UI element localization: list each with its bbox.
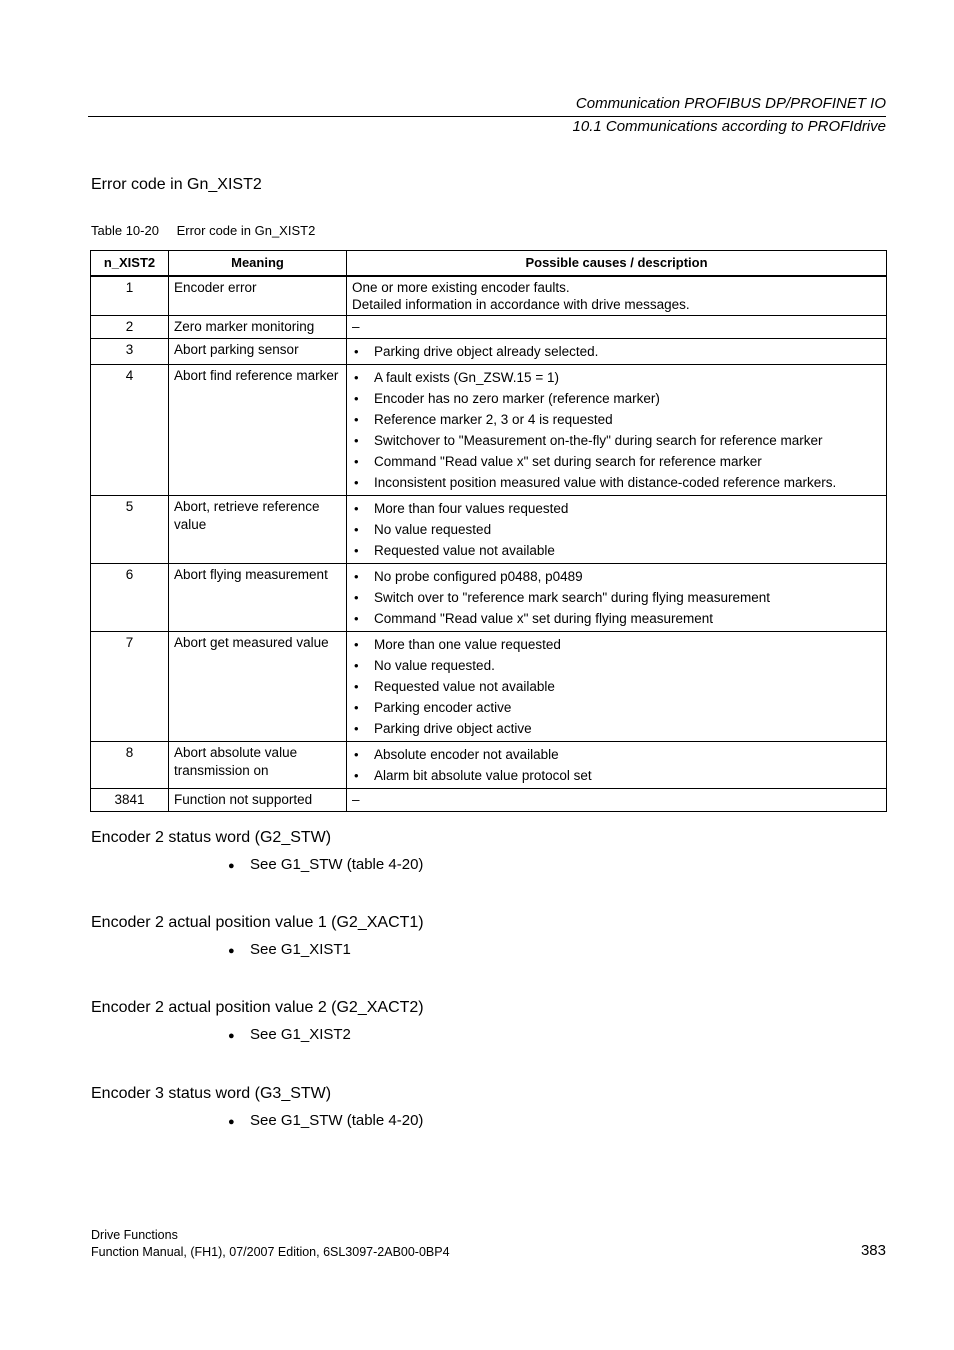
description-text: – — [352, 792, 360, 807]
cell-meaning: Encoder error — [169, 276, 347, 316]
description-bullet-list — [352, 566, 881, 629]
cell-description — [347, 742, 887, 789]
description-bullet-list — [352, 341, 881, 362]
footer-line-2: Function Manual, (FH1), 07/2007 Edition, 6SL3097-2AB00-0BP4 — [91, 1245, 450, 1259]
cell-code: 3841 — [91, 789, 169, 812]
description-bullet-item: • Parking encoder active — [352, 697, 881, 718]
table-caption-number: Table 10-20 — [91, 223, 159, 238]
description-bullet-item: • Parking drive object already selected. — [352, 341, 881, 362]
bullet-dot-icon: ● — [228, 1030, 235, 1042]
table-header-row — [91, 251, 887, 277]
cell-code: 6 — [91, 564, 169, 632]
description-bullet-item: • Command "Read value x" set during flying measurement — [352, 608, 881, 629]
description-text: Detailed information in accordance with drive messages. — [352, 297, 690, 312]
error-code-table — [90, 250, 887, 812]
section-bullet — [228, 1026, 351, 1043]
footer-line-1: Drive Functions — [91, 1228, 178, 1242]
cell-description — [347, 339, 887, 365]
cell-description — [347, 564, 887, 632]
description-bullet-item: • Switch over to "reference mark search" during flying measurement — [352, 587, 881, 608]
section-bullet-text: See G1_XIST2 — [250, 1026, 351, 1043]
main-heading: Error code in Gn_XIST2 — [91, 176, 262, 193]
description-bullet-item: • Parking drive object active — [352, 718, 881, 739]
cell-meaning: Abort parking sensor — [169, 339, 347, 365]
bullet-dot-icon: ● — [228, 945, 235, 957]
column-header-code: n_XIST2 — [91, 251, 169, 277]
cell-meaning: Abort absolute value transmission on — [169, 742, 347, 789]
cell-description — [347, 496, 887, 564]
section-heading: Encoder 2 status word (G2_STW) — [91, 829, 332, 846]
description-bullet-item: • Absolute encoder not available — [352, 744, 881, 765]
section-heading: Encoder 2 actual position value 2 (G2_XACT2) — [91, 999, 424, 1016]
section-bullet-text: See G1_XIST1 — [250, 941, 351, 958]
cell-meaning: Abort, retrieve reference value — [169, 496, 347, 564]
description-bullet-list — [352, 498, 881, 561]
table-body — [91, 276, 887, 812]
description-bullet-item: • More than four values requested — [352, 498, 881, 519]
table-row — [91, 365, 887, 496]
description-bullet-list — [352, 744, 881, 786]
description-bullet-item: • No value requested. — [352, 655, 881, 676]
description-bullet-item: • Requested value not available — [352, 540, 881, 561]
cell-code: 2 — [91, 316, 169, 339]
bullet-dot-icon: ● — [228, 860, 235, 872]
description-bullet-item: • A fault exists (Gn_ZSW.15 = 1) — [352, 367, 881, 388]
section-bullet-text: See G1_STW (table 4-20) — [250, 856, 424, 873]
page-number: 383 — [860, 1242, 886, 1259]
description-bullet-item: • Switchover to "Measurement on-the-fly" during search for reference marker — [352, 430, 881, 451]
description-bullet-item: • Requested value not available — [352, 676, 881, 697]
cell-meaning: Function not supported — [169, 789, 347, 812]
description-bullet-item: • More than one value requested — [352, 634, 881, 655]
header-section: 10.1 Communications according to PROFIdrive — [572, 118, 886, 135]
description-bullet-item: • No value requested — [352, 519, 881, 540]
cell-meaning: Abort find reference marker — [169, 365, 347, 496]
column-header-description: Possible causes / description — [347, 251, 887, 277]
section-bullet — [228, 856, 423, 873]
table-row — [91, 789, 887, 812]
cell-code: 1 — [91, 276, 169, 316]
section-heading: Encoder 2 actual position value 1 (G2_XACT1) — [91, 914, 424, 931]
bullet-dot-icon: ● — [228, 1116, 235, 1128]
description-bullet-item: • Reference marker 2, 3 or 4 is requested — [352, 409, 881, 430]
cell-code: 5 — [91, 496, 169, 564]
table-row — [91, 632, 887, 742]
description-bullet-item: • Alarm bit absolute value protocol set — [352, 765, 881, 786]
table-row — [91, 339, 887, 365]
cell-code: 4 — [91, 365, 169, 496]
table-row — [91, 496, 887, 564]
table-row — [91, 742, 887, 789]
table-caption — [91, 223, 315, 238]
description-bullet-item: • Inconsistent position measured value with distance-coded reference markers. — [352, 472, 881, 493]
description-text: One or more existing encoder faults. — [352, 280, 570, 295]
footer — [91, 1227, 450, 1261]
description-bullet-item: • Encoder has no zero marker (reference marker) — [352, 388, 881, 409]
column-header-meaning: Meaning — [169, 251, 347, 277]
description-bullet-item: • Command "Read value x" set during search for reference marker — [352, 451, 881, 472]
table-row — [91, 276, 887, 316]
cell-description — [347, 316, 887, 339]
cell-description — [347, 789, 887, 812]
cell-description — [347, 365, 887, 496]
table-caption-title: Error code in Gn_XIST2 — [176, 223, 316, 238]
cell-meaning: Abort flying measurement — [169, 564, 347, 632]
cell-code: 8 — [91, 742, 169, 789]
table-row — [91, 316, 887, 339]
cell-description — [347, 276, 887, 316]
section-bullet — [228, 941, 351, 958]
section-bullet-text: See G1_STW (table 4-20) — [250, 1112, 424, 1129]
cell-meaning: Zero marker monitoring — [169, 316, 347, 339]
description-bullet-list — [352, 367, 881, 493]
description-bullet-list — [352, 634, 881, 739]
cell-code: 7 — [91, 632, 169, 742]
description-text: – — [352, 319, 360, 334]
cell-description — [347, 632, 887, 742]
header-chapter: Communication PROFIBUS DP/PROFINET IO — [575, 95, 886, 112]
header-rule — [88, 116, 886, 117]
description-bullet-item: • No probe configured p0488, p0489 — [352, 566, 881, 587]
cell-code: 3 — [91, 339, 169, 365]
cell-meaning: Abort get measured value — [169, 632, 347, 742]
section-heading: Encoder 3 status word (G3_STW) — [91, 1085, 332, 1102]
section-bullet — [228, 1112, 423, 1129]
table-row — [91, 564, 887, 632]
